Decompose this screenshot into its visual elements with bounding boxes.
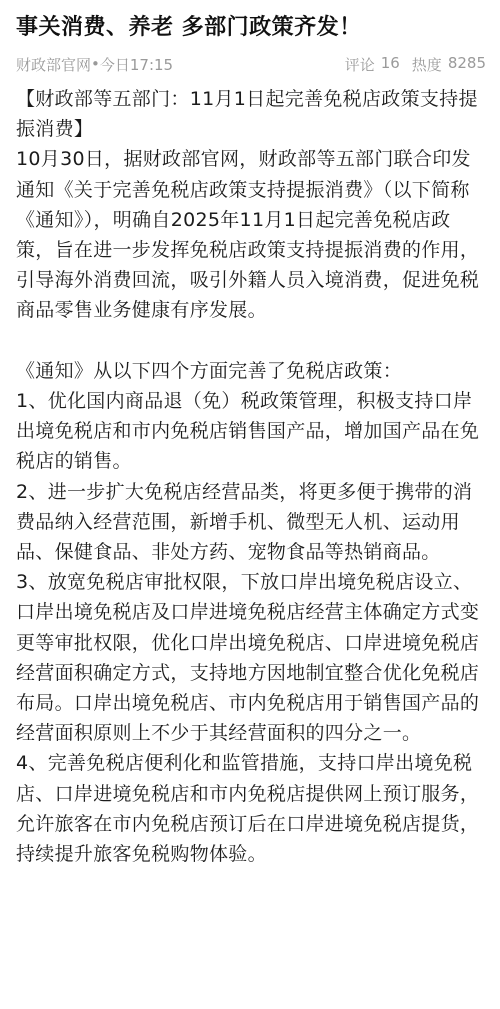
headline: 事关消费、养老 多部门政策齐发！ bbox=[16, 15, 362, 40]
meta-row bbox=[16, 50, 486, 78]
source-info bbox=[16, 54, 173, 75]
heat-stat bbox=[412, 54, 486, 75]
heat-count: 8285 bbox=[447, 53, 486, 72]
policy-item-1: 1、优化国内商品退（免）税政策管理，积极支持口岸出境免税店和市内免税店销售国产品，增加国产品在免税店的销售。 bbox=[16, 390, 480, 473]
policy-item-2: 2、进一步扩大免税店经营品类，将更多便于携带的消费品纳入经营范围，新增手机、微型无人机、运动用品、保健食品、非处方药、宠物食品等热销商品。 bbox=[16, 480, 473, 564]
heat-label: 热度 bbox=[411, 55, 442, 74]
article-body bbox=[16, 84, 486, 869]
policy-item-3: 3、放宽免税店审批权限，下放口岸出境免税店设立、口岸出境免税店及口岸进境免税店经营主体确定方式变更等审批权限，优化口岸出境免税店、口岸进境免税店经营面积确定方式，支持地方因地制宜整合优化免税店布局。口岸出境免税店、市内免税店用于销售国产品的经营面积原则上不少于其经营面积的四分之一。 bbox=[16, 571, 480, 745]
meta-separator: • bbox=[91, 55, 100, 73]
comments-label: 评论 bbox=[344, 55, 375, 74]
publish-time: 今日17:15 bbox=[99, 55, 174, 74]
source-name[interactable]: 财政部官网 bbox=[16, 55, 92, 74]
stats bbox=[345, 54, 486, 75]
policy-item-4: 4、完善免税店便利化和监管措施，支持口岸出境免税店、口岸进境免税店和市内免税店提供网上预订服务，允许旅客在市内免税店预订后在口岸进境免税店提货，持续提升旅客免税购物体验。 bbox=[16, 752, 480, 866]
intro-paragraph: 10月30日，据财政部官网，财政部等五部门联合印发通知《关于完善免税店政策支持提振消费》（以下简称《通知》），明确自2025年11月1日起完善免税店政策，旨在进一步发挥免税店政策支持提振消费的作用，引导海外消费回流，吸引外籍人员入境消费，促进免税商品零售业务健康有序发展。 bbox=[16, 148, 480, 322]
comments-stat[interactable] bbox=[345, 54, 400, 75]
comments-count: 16 bbox=[380, 53, 400, 72]
paragraph-gap bbox=[16, 326, 486, 356]
lead-title: 【财政部等五部门：11月1日起完善免税店政策支持提振消费】 bbox=[16, 88, 478, 141]
section-intro: 《通知》从以下四个方面完善了免税店政策： bbox=[16, 359, 403, 382]
